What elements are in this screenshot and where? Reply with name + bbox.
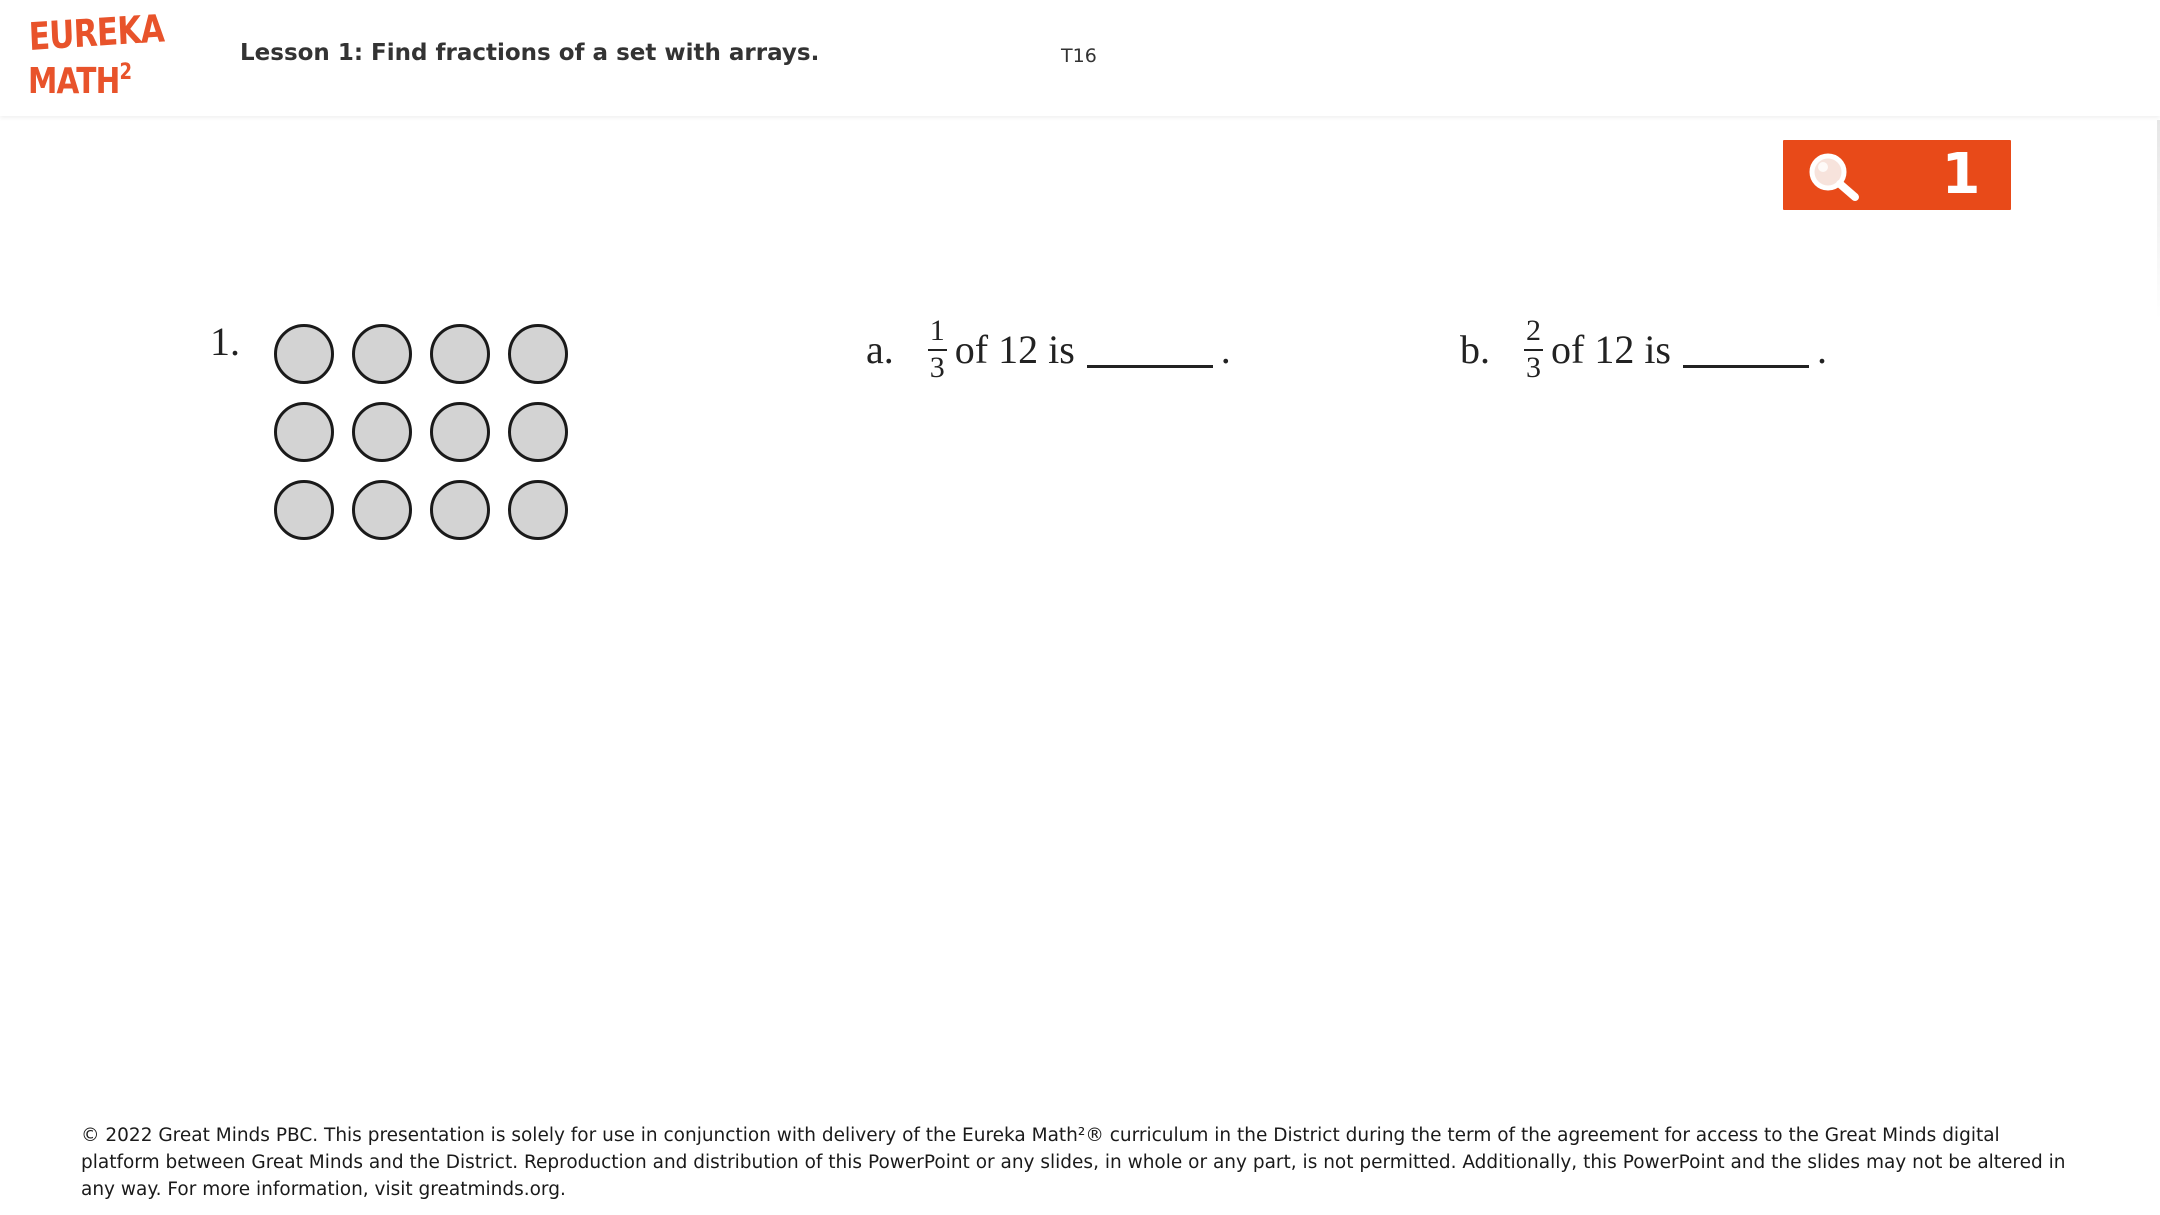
logo-math-text: MATH (28, 61, 120, 102)
problem-number: 1. (210, 319, 240, 364)
array-dot (508, 402, 568, 462)
copyright-notice: © 2022 Great Minds PBC. This presentation is solely for use in conjunction with delivery of the Eureka Math²® curriculum in the District during the term of the agreement for access to the Great Minds digital platform between Great Minds and the District. Reproduction and distribution of this PowerPoint or any slides, in whole or any part, is not permitted. Additionally, this PowerPoint and the slides may not be altered in any way. For more information, visit greatminds.org. (81, 1125, 2066, 1200)
magnifying-glass-icon (1805, 150, 1865, 202)
part-b-numerator: 2 (1524, 316, 1543, 351)
part-b-text: of 12 is (1551, 327, 1671, 372)
eureka-math-logo (27, 6, 165, 102)
logo-superscript: 2 (119, 60, 132, 85)
array-dot (430, 402, 490, 462)
problem-badge (1783, 140, 2011, 210)
part-a-denominator: 3 (929, 351, 945, 384)
array-dot (352, 402, 412, 462)
page-code: T16 (1061, 45, 1097, 67)
array-dot (508, 324, 568, 384)
part-a (866, 316, 1231, 383)
array-dot (430, 480, 490, 540)
part-a-fraction (928, 316, 947, 383)
part-a-numerator: 1 (928, 316, 947, 351)
header-bar (0, 0, 2160, 116)
part-a-answer-blank (1087, 331, 1213, 368)
array-dot (352, 480, 412, 540)
part-a-text: of 12 is (954, 327, 1075, 372)
part-b (1460, 316, 1827, 383)
array-dot (430, 324, 490, 384)
logo-line-math (28, 62, 131, 100)
dot-array (274, 324, 568, 540)
array-dot (508, 480, 568, 540)
part-a-period: . (1220, 327, 1231, 372)
part-a-letter: a. (866, 327, 894, 372)
part-b-fraction (1524, 316, 1543, 383)
part-b-denominator: 3 (1526, 351, 1541, 384)
badge-number: 1 (1941, 142, 1981, 207)
lesson-title: Lesson 1: Find fractions of a set with arrays. (240, 40, 820, 66)
part-b-period: . (1817, 327, 1827, 372)
array-dot (352, 324, 412, 384)
logo-line-eureka: EUREKA (27, 6, 165, 59)
array-dot (274, 324, 334, 384)
part-b-letter: b. (1460, 327, 1490, 372)
array-dot (274, 402, 334, 462)
part-b-answer-blank (1683, 331, 1809, 368)
array-dot (274, 480, 334, 540)
